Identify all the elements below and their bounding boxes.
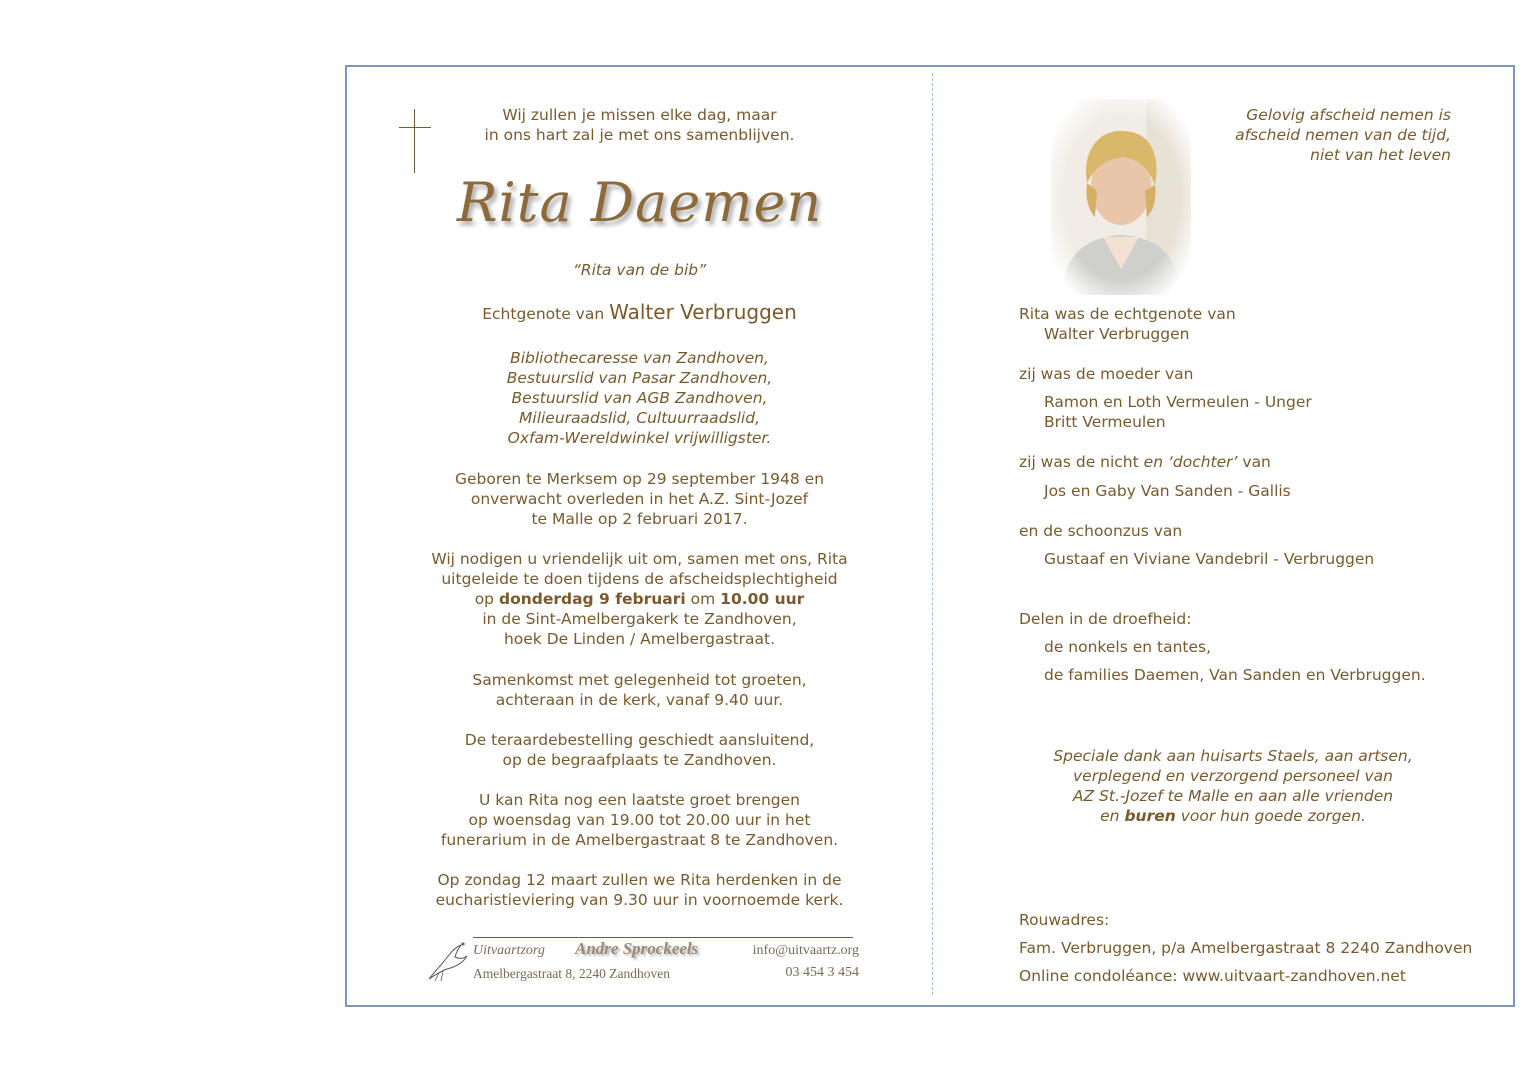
portrait-photo — [1051, 99, 1191, 295]
spouse-prefix: Echtgenote van — [482, 305, 605, 323]
right-panel — [933, 67, 1513, 1005]
role-line: Bibliothecaresse van Zandhoven, — [510, 349, 769, 367]
left-panel — [347, 67, 932, 1005]
mourning-address: Fam. Verbruggen, p/a Amelbergastraat 8 2240 Zandhoven — [1019, 939, 1473, 957]
memorial-card — [345, 65, 1515, 1007]
invitation: Wij nodigen u vriendelijk uit om, samen met ons, Rita uitgeleide te doen tijdens de afscheidsplechtigheid op donderdag 9 februari om 10.00 uur in de Sint-Amelbergakerk te Zandhoven, hoek De Linden / Amelbergastraat. — [431, 550, 848, 648]
gathering-info: Samenkomst met gelegenheid tot groeten, achteraan in de kerk, vanaf 9.40 uur. — [472, 671, 807, 709]
nickname: “Rita van de bib” — [572, 261, 707, 279]
grief-line: de nonkels en tantes, — [1044, 638, 1212, 656]
ceremony-day: donderdag 9 februari — [498, 590, 686, 608]
sister-in-law-names: Gustaaf en Viviane Vandebril - Verbruggen — [1044, 550, 1375, 568]
child-name: Ramon en Loth Vermeulen - Unger — [1044, 393, 1312, 411]
role-line: Milieuraadslid, Cultuurraadslid, — [519, 409, 760, 427]
footer-rule — [473, 937, 853, 938]
funeral-home-brand: Andre Sprockeels — [575, 939, 699, 958]
burial-info: De teraardebestelling geschiedt aansluitend, op de begraafplaats te Zandhoven. — [464, 731, 815, 769]
visitation-info: U kan Rita nog een laatste groet brengen op woensdag van 19.00 tot 20.00 uur in het funerarium in de Amelbergastraat 8 te Zandhoven. — [440, 791, 839, 849]
address-label: Rouwadres: — [1019, 911, 1110, 929]
roles — [407, 348, 872, 448]
quote: Gelovig afscheid nemen is afscheid nemen van de tijd, niet van het leven — [1235, 106, 1451, 164]
footer-label: Uitvaartzorg — [473, 943, 545, 958]
motto: Wij zullen je missen elke dag, maar in ons hart zal je met ons samenblijven. — [484, 106, 795, 144]
dove-logo-icon — [425, 939, 471, 983]
footer-email: info@uitvaartz.org — [752, 943, 859, 958]
thanks-note: Speciale dank aan huisarts Staels, aan artsen, verplegend en verzorgend personeel van AZ St.-Jozef te Malle en aan alle vrienden en buren voor hun goede zorgen. — [1053, 747, 1413, 825]
funeral-home-footer — [425, 935, 859, 987]
role-line: Oxfam-Wereldwinkel vrijwilligster. — [507, 429, 772, 447]
spouse-line — [407, 302, 872, 324]
grief-line: de families Daemen, Van Sanden en Verbruggen. — [1044, 666, 1426, 684]
memorial-service-info: Op zondag 12 maart zullen we Rita herdenken in de eucharistieviering van 9.30 uur in voornoemde kerk. — [435, 871, 844, 909]
footer-address: Amelbergastraat 8, 2240 Zandhoven — [473, 966, 670, 981]
spouse-name: Walter Verbruggen — [609, 300, 797, 324]
niece-names: Jos en Gaby Van Sanden - Gallis — [1044, 482, 1291, 500]
niece-label: zij was de nicht en ‘dochter’ van — [1019, 453, 1271, 471]
husband-name: Walter Verbruggen — [1044, 325, 1190, 343]
online-condolence[interactable]: Online condoléance: www.uitvaart-zandhoven.net — [1019, 967, 1406, 985]
child-name: Britt Vermeulen — [1044, 413, 1166, 431]
footer-phone: 03 454 3 454 — [785, 965, 859, 980]
mother-label: zij was de moeder van — [1019, 365, 1194, 383]
role-line: Bestuurslid van Pasar Zandhoven, — [506, 369, 773, 387]
wife-label: Rita was de echtgenote van — [1019, 305, 1236, 323]
ceremony-time: 10.00 uur — [720, 590, 805, 608]
birth-death-info: Geboren te Merksem op 29 september 1948 en onverwacht overleden in het A.Z. Sint-Jozef te Malle op 2 februari 2017. — [454, 470, 825, 528]
sister-in-law-label: en de schoonzus van — [1019, 522, 1183, 540]
deceased-name: Rita Daemen — [456, 171, 823, 234]
role-line: Bestuurslid van AGB Zandhoven, — [511, 389, 768, 407]
grief-label: Delen in de droefheid: — [1019, 610, 1192, 628]
